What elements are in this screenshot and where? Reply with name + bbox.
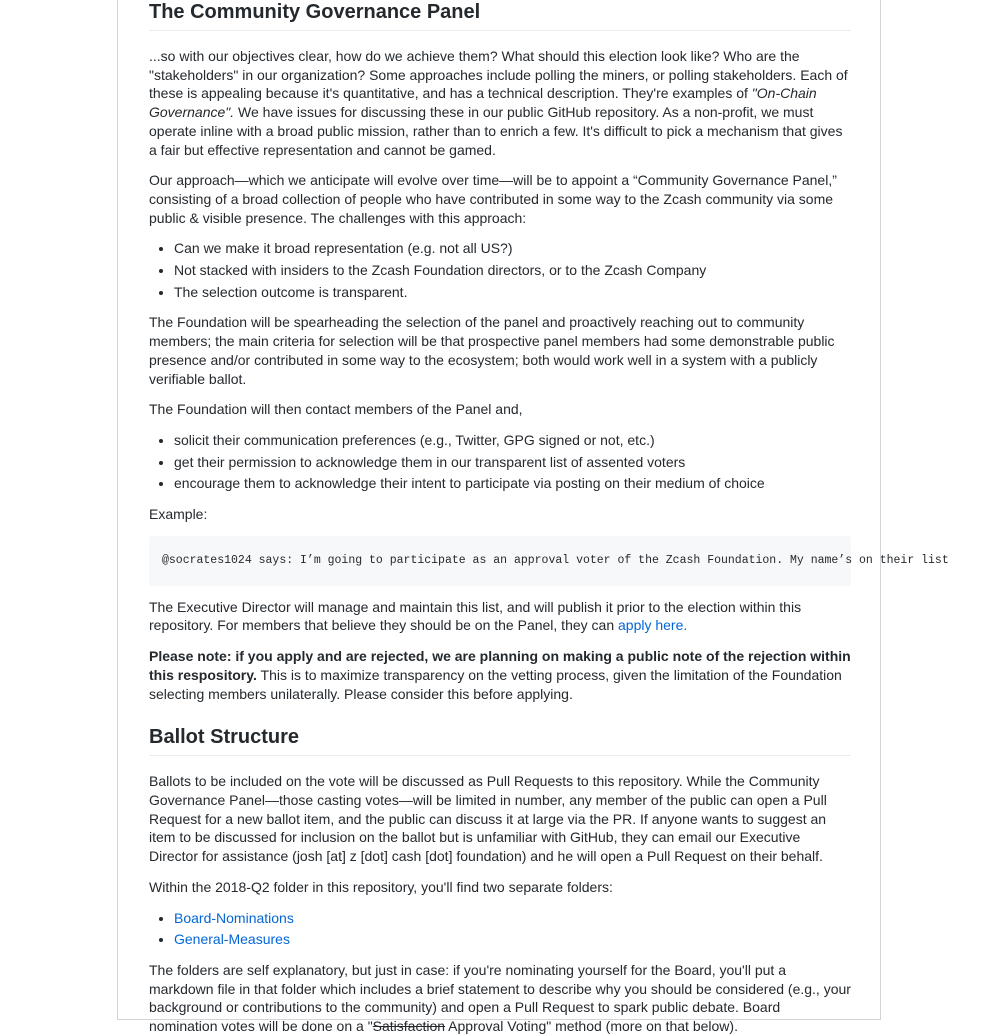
- paragraph-text: The Executive Director will manage and maintain this list, and will publish it prior to the election within this repository. For members that believe they should be on the Panel, they can: [149, 598, 802, 634]
- apply-here-link[interactable]: apply here.: [618, 617, 688, 634]
- list-item: [174, 930, 851, 949]
- note-bold: Please note: if you apply and are rejected, we are planning on making a public note of the rejection within this respository.: [149, 648, 851, 683]
- paragraph-text: The folders are self explanatory, but just in case: if you're nominating yourself for the Board, you'll put a markdown file in that folder which includes a brief statement to describe why you should be considered (e.g., your background or contributions to the community) and open a Pull Request to spark public debate. Board nomination votes will be done on a ": [149, 961, 851, 1035]
- paragraph-text: We have issues for discussing these in our public GitHub repository. As a non-profit, we must operate inline with a broad public mission, rather than to enrich a few. It's difficult to pick a mechanism that gives a fair but effective representation and cannot be gamed.: [149, 104, 843, 158]
- emphasis-on-chain: "On-Chain Governance".: [149, 85, 817, 121]
- code-text: @socrates1024 says: I’m going to participate as an approval voter of the Zcash Foundation. My name’s on their list: [162, 553, 949, 567]
- folders-list: [149, 909, 851, 949]
- list-item: • get their permission to acknowledge them in our transparent list of assented voters: [174, 453, 851, 472]
- paragraph-folders-explained: [149, 961, 851, 1036]
- steps-list: [149, 431, 851, 493]
- list-item: • solicit their communication preferences (e.g., Twitter, GPG signed or not, etc.): [174, 431, 851, 450]
- paragraph-folders-intro: Within the 2018-Q2 folder in this repository, you'll find two separate folders:: [149, 878, 613, 895]
- paragraph-approach: Our approach—which we anticipate will evolve over time—will be to appoint a “Community Governance Panel,” consisting of a broad collection of people who have contributed in some way to the Zcash community via some public & visible presence. The challenges with this approach:: [149, 172, 837, 226]
- code-block[interactable]: [149, 536, 949, 586]
- list-item: • encourage them to acknowledge their intent to participate via posting on their medium of choice: [174, 474, 851, 493]
- list-item: [174, 909, 851, 928]
- general-measures-link[interactable]: General-Measures: [174, 931, 290, 948]
- challenges-list: [149, 239, 851, 301]
- list-item: • Can we make it broad representation (e.g. not all US?): [174, 239, 851, 258]
- paragraph-text: ...so with our objectives clear, how do we achieve them? What should this election look like? Who are the "stakeholders" in our organization? Some approaches include polling the miners, or polling stakeholders. Each of these is appealing because it's quantitative, and has a technical description. They're examples of: [149, 48, 848, 102]
- paragraph-selection: The Foundation will be spearheading the selection of the panel and proactively reaching out to community members; the main criteria for selection will be that prospective panel members had some demonstrable public presence and/or contributed in some way to the ecosystem; both would work well in a system with a publicly verifiable ballot.: [149, 314, 835, 387]
- paragraph-text: This is to maximize transparency on the vetting process, given the limitation of the Foundation selecting members unilaterally. Please consider this before applying.: [149, 666, 842, 702]
- board-nominations-link[interactable]: Board-Nominations: [174, 909, 294, 926]
- section-heading-ballot-structure: Ballot Structure: [149, 725, 851, 756]
- section-heading-governance-panel: The Community Governance Panel: [149, 0, 851, 31]
- strikethrough-satisfaction: Satisfaction: [372, 1018, 446, 1035]
- paragraph-ballots: Ballots to be included on the vote will be discussed as Pull Requests to this repository. While the Community Governance Panel—those casting votes—will be limited in number, any member of the public can open a Pull Request for a new ballot item, and the public can discuss it at large via the PR. If anyone wants to suggest an item to be discussed for inclusion on the ballot but is unfamiliar with GitHub, they can email our Executive Director for assistance (josh [at] z [dot] cash [dot] foundation) and he will open a Pull Request on their behalf.: [149, 773, 827, 865]
- paragraph-note: [149, 647, 851, 703]
- list-item: • Not stacked with insiders to the Zcash Foundation directors, or to the Zcash Company: [174, 261, 851, 280]
- paragraph-objectives: [149, 47, 851, 159]
- readme-content: [149, 0, 949, 1036]
- paragraph-executive-director: [149, 598, 851, 635]
- paragraph-text: Approval Voting" method (more on that below).: [445, 1018, 738, 1035]
- example-label: Example:: [149, 506, 208, 523]
- list-item: • The selection outcome is transparent.: [174, 283, 851, 302]
- paragraph-contact: The Foundation will then contact members of the Panel and,: [149, 401, 523, 418]
